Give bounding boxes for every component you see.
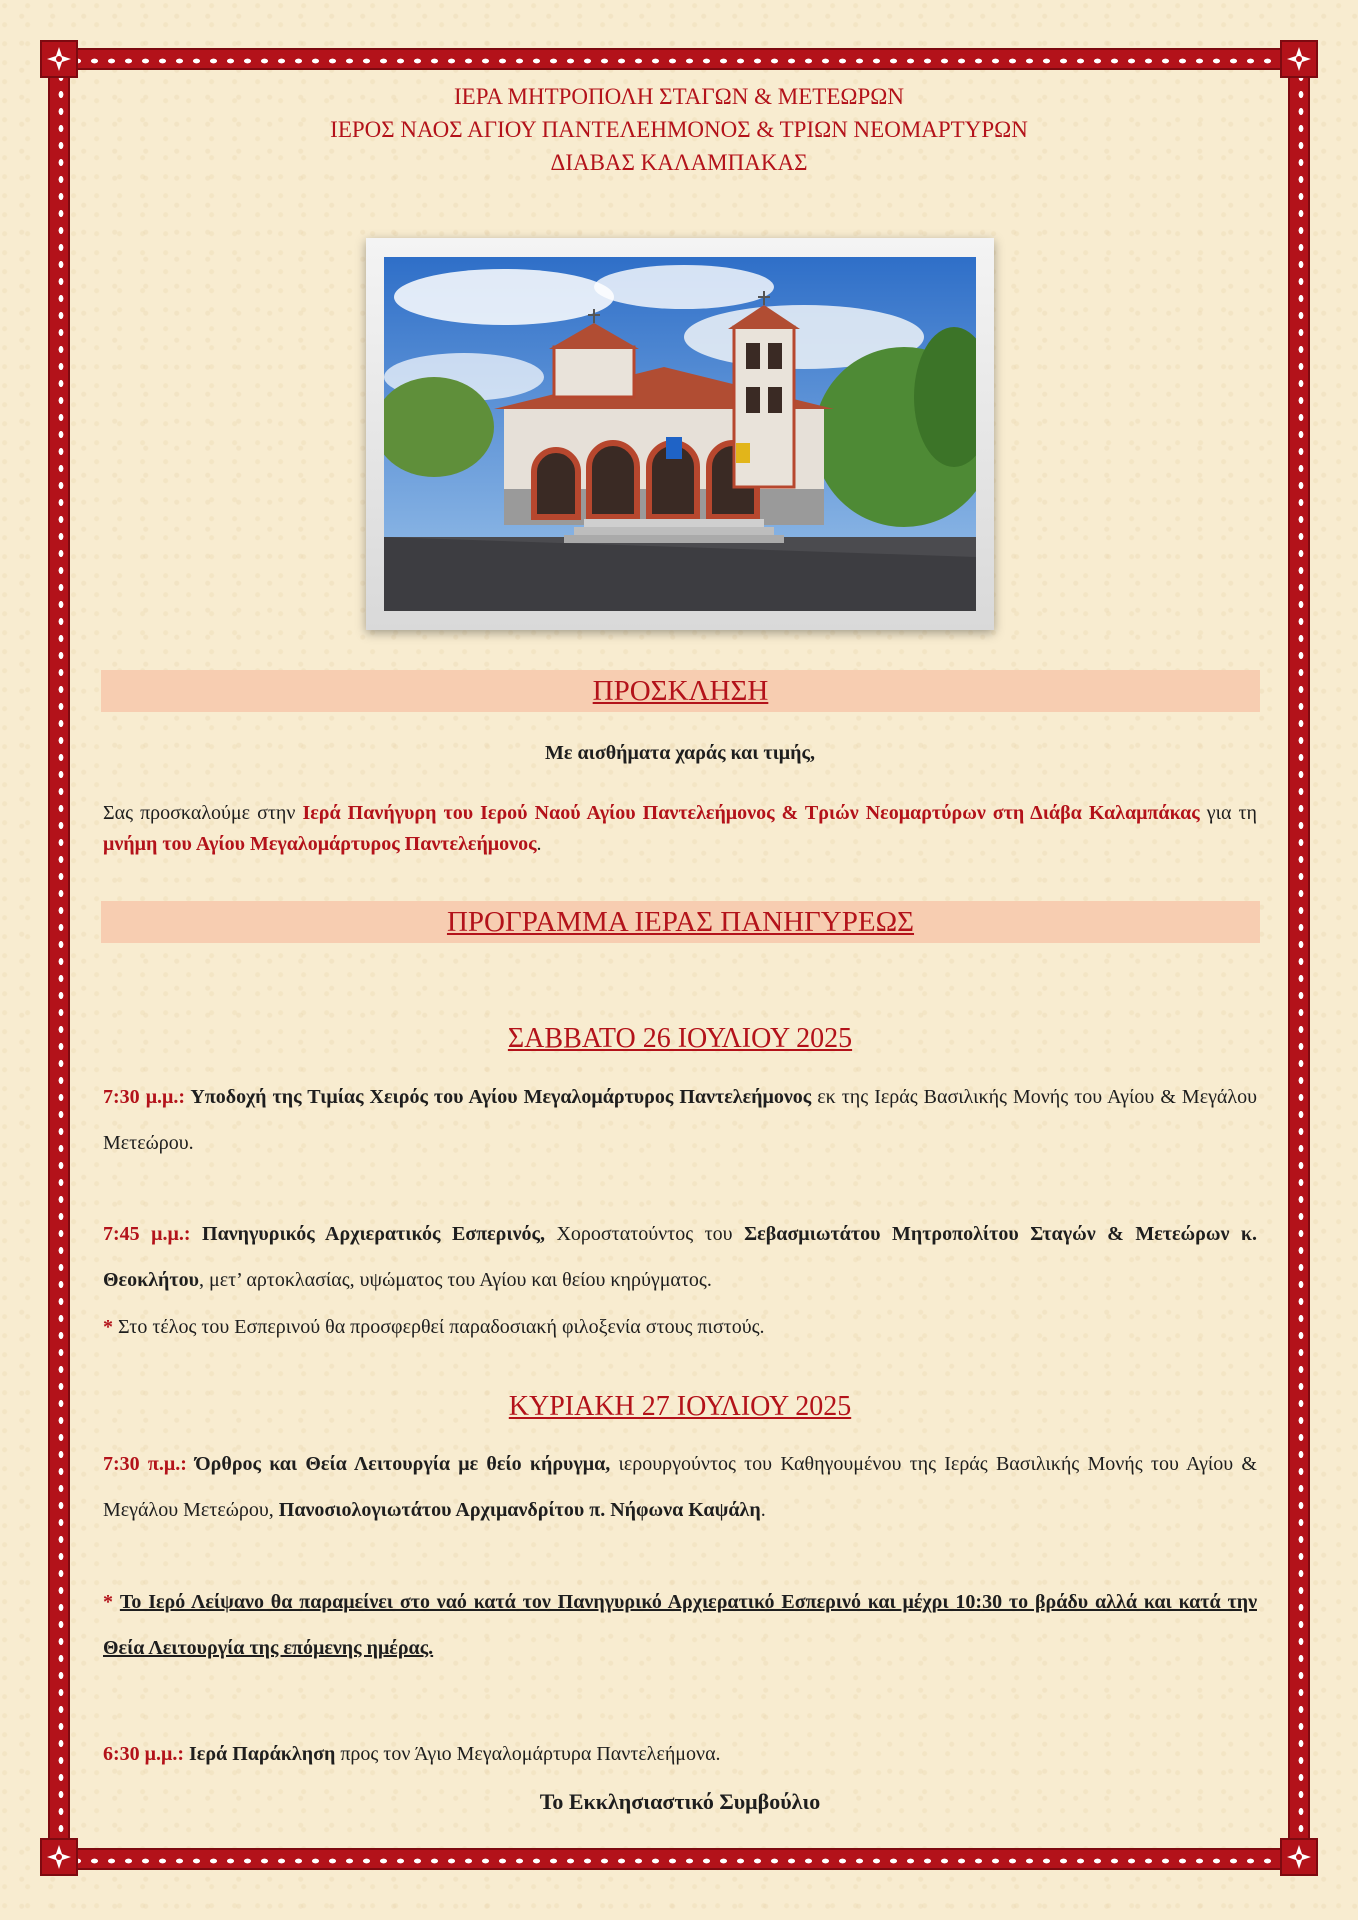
border-bottom xyxy=(52,1848,1306,1870)
church-photo-frame xyxy=(366,238,994,630)
location-title: ΔΙΑΒΑΣ ΚΑΛΑΜΠΑΚΑΣ xyxy=(550,150,808,175)
invitation-text: για τη xyxy=(1199,802,1257,824)
event-title: Ιερά Παράκληση xyxy=(184,1743,336,1765)
officiant: Πανοσιολογιωτάτου Αρχιμανδρίτου π. Νήφωνα Καψάλη xyxy=(278,1499,761,1521)
sunday-event-2 xyxy=(103,1731,1257,1777)
saturday-note xyxy=(103,1304,1257,1350)
memory-name: μνήμη του Αγίου Μεγαλομάρτυρος Παντελεήμονος xyxy=(103,833,537,855)
corner-ornament-icon xyxy=(40,1838,78,1876)
event-time: 7:30 π.μ.: xyxy=(103,1453,187,1475)
sunday-note xyxy=(103,1579,1257,1671)
invitation-text: Σας προσκαλούμε στην xyxy=(103,802,303,824)
saturday-heading: ΣΑΒΒΑΤΟ 26 ΙΟΥΛΙΟΥ 2025 xyxy=(507,1023,853,1054)
event-time: 6:30 μ.μ.: xyxy=(103,1743,184,1765)
relic-note: Το Ιερό Λείψανο θα παραμείνει στο ναό κατά τον Πανηγυρικό Αρχιερατικό Εσπερινό και μέχρι 10:30 το βράδυ αλλά και κατά την Θεία Λειτουργία της επόμενης ημέρας. xyxy=(103,1591,1257,1659)
event-time: 7:30 μ.μ.: xyxy=(103,1086,186,1108)
event-title: Όρθρος και Θεία Λειτουργία με θείο κήρυγμα, xyxy=(186,1453,611,1475)
note-asterisk: * xyxy=(103,1316,113,1338)
event-time: 7:45 μ.μ.: xyxy=(103,1223,191,1245)
header xyxy=(100,80,1258,179)
event-text: προς τον Άγιο Μεγαλομάρτυρα Παντελεήμονα. xyxy=(335,1743,721,1765)
metropolis-title: ΙΕΡΑ ΜΗΤΡΟΠΟΛΗ ΣΤΑΓΩΝ & ΜΕΤΕΩΡΩΝ xyxy=(454,84,904,109)
event-text: εκ της Ιεράς Βασιλικής Μονής του Αγίου & Μεγάλου Μετεώρου. xyxy=(103,1086,1258,1154)
event-text: , μετ’ αρτοκλασίας, υψώματος του Αγίου και θείου κηρύγματος. xyxy=(199,1269,712,1291)
border-right xyxy=(1288,52,1310,1864)
invitation-paragraph xyxy=(103,798,1257,860)
sunday-heading: ΚΥΡΙΑΚΗ 27 ΙΟΥΛΙΟΥ 2025 xyxy=(508,1391,852,1422)
note-asterisk: * xyxy=(103,1591,113,1613)
feast-name: Ιερά Πανήγυρη του Ιερού Ναού Αγίου Παντελεήμονος & Τριών Νεομαρτύρων στη Διάβα Καλαμπάκας xyxy=(302,802,1200,824)
invitation-banner xyxy=(101,670,1260,712)
corner-ornament-icon xyxy=(1280,40,1318,78)
invitation-title: ΠΡΟΣΚΛΗΣΗ xyxy=(592,675,769,707)
church-photo xyxy=(384,257,976,611)
event-text: . xyxy=(760,1499,766,1521)
saturday-event-1 xyxy=(103,1074,1257,1166)
event-text: ιερουργούντος του Καθηγουμένου της Ιεράς Βασιλικής Μονής του Αγίου & Μεγάλου Μετεώρου, xyxy=(103,1453,1257,1521)
corner-ornament-icon xyxy=(40,40,78,78)
church-title: ΙΕΡΟΣ ΝΑΟΣ ΑΓΙΟΥ ΠΑΝΤΕΛΕΗΜΟΝΟΣ & ΤΡΙΩΝ ΝΕΟΜΑΡΤΥΡΩΝ xyxy=(330,117,1028,142)
border-left xyxy=(48,52,70,1864)
event-text: Χοροστατούντος του xyxy=(544,1223,745,1245)
event-title: Πανηγυρικός Αρχιερατικός Εσπερινός, xyxy=(190,1223,545,1245)
sunday-event-1 xyxy=(103,1441,1257,1533)
border-top xyxy=(52,48,1306,70)
corner-ornament-icon xyxy=(1280,1838,1318,1876)
program-banner xyxy=(101,901,1260,943)
signature: Το Εκκλησιαστικό Συμβούλιο xyxy=(539,1789,821,1814)
event-title: Υποδοχή της Τιμίας Χειρός του Αγίου Μεγαλομάρτυρος Παντελεήμονος xyxy=(185,1086,812,1108)
program-title: ΠΡΟΓΡΑΜΜΑ ΙΕΡΑΣ ΠΑΝΗΓΥΡΕΩΣ xyxy=(446,906,915,938)
invitation-text: . xyxy=(536,833,542,855)
saturday-event-2 xyxy=(103,1211,1257,1303)
greeting: Με αισθήματα χαράς και τιμής, xyxy=(545,742,815,764)
officiant: Σεβασμιωτάτου Μητροπολίτου Σταγών & Μετεώρων κ. Θεοκλήτου xyxy=(103,1223,1257,1291)
note-text: Στο τέλος του Εσπερινού θα προσφερθεί παραδοσιακή φιλοξενία στους πιστούς. xyxy=(113,1316,765,1338)
